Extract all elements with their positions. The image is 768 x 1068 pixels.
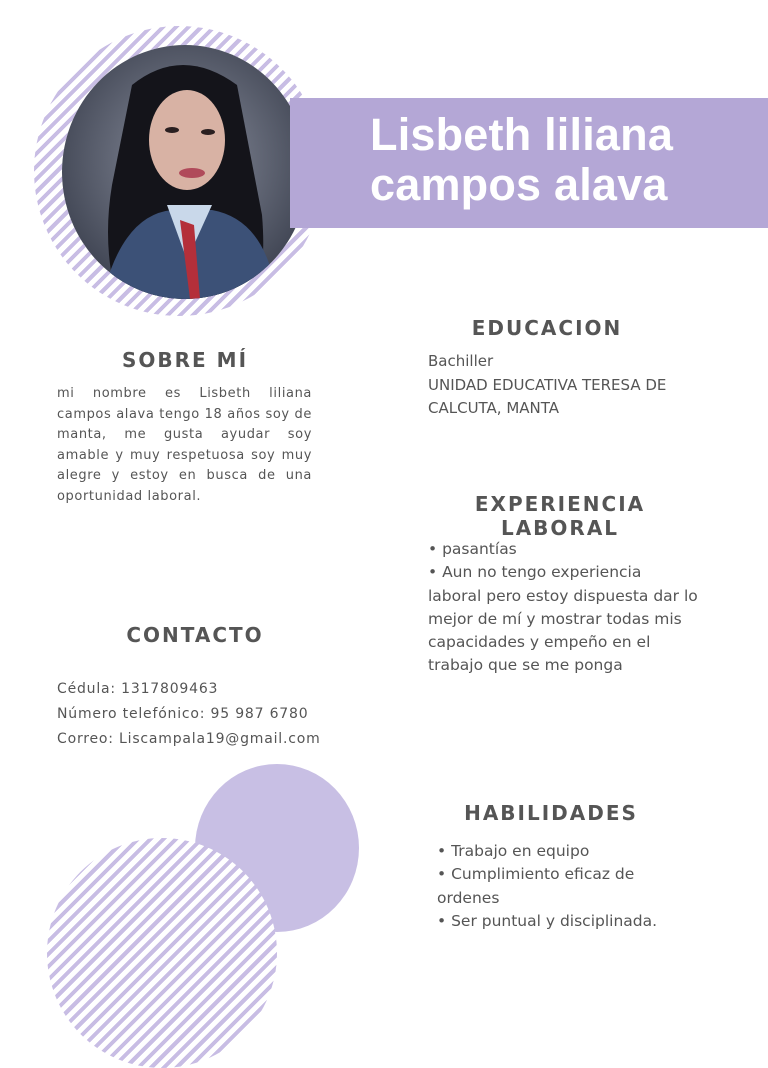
- education-school-line-2: CALCUTA, MANTA: [428, 399, 560, 417]
- decorative-striped-circle: [47, 838, 277, 1068]
- skill-item: • Cumplimiento eficaz de ordenes: [437, 865, 635, 907]
- contact-phone: Número telefónico: 95 987 6780: [57, 706, 309, 722]
- contact-id-number: Cédula: 1317809463: [57, 681, 219, 697]
- profile-photo: [62, 45, 308, 299]
- contact-heading: CONTACTO: [126, 623, 264, 647]
- about-text: mi nombre es Lisbeth liliana campos alava tengo 18 años soy de manta, me gusta ayudar soy amable y muy respetuosa soy muy alegre y estoy en busca de una oportunidad laboral.: [57, 386, 312, 504]
- skills-list: [437, 840, 697, 933]
- education-degree: Bachiller: [428, 352, 494, 370]
- experience-heading: EXPERIENCIA LABORAL: [474, 492, 646, 540]
- profile-photo-icon: [62, 45, 308, 299]
- experience-item: • pasantías: [428, 540, 517, 558]
- experience-list: [428, 538, 698, 678]
- education-heading: EDUCACION: [471, 316, 623, 340]
- contact-email: Correo: Liscampala19@gmail.com: [57, 731, 321, 747]
- education-school-line-1: UNIDAD EDUCATIVA TERESA DE: [428, 376, 667, 394]
- skill-item: • Trabajo en equipo: [437, 842, 590, 860]
- skills-heading: HABILIDADES: [464, 801, 638, 825]
- experience-item: • Aun no tengo experiencia laboral pero estoy dispuesta dar lo mejor de mí y mostrar todas mis capacidades y empeño en el trabajo que se me ponga: [428, 563, 698, 675]
- about-heading: SOBRE MÍ: [121, 348, 249, 372]
- skill-item: • Ser puntual y disciplinada.: [437, 911, 658, 930]
- full-name: Lisbeth liliana campos alava: [370, 109, 674, 210]
